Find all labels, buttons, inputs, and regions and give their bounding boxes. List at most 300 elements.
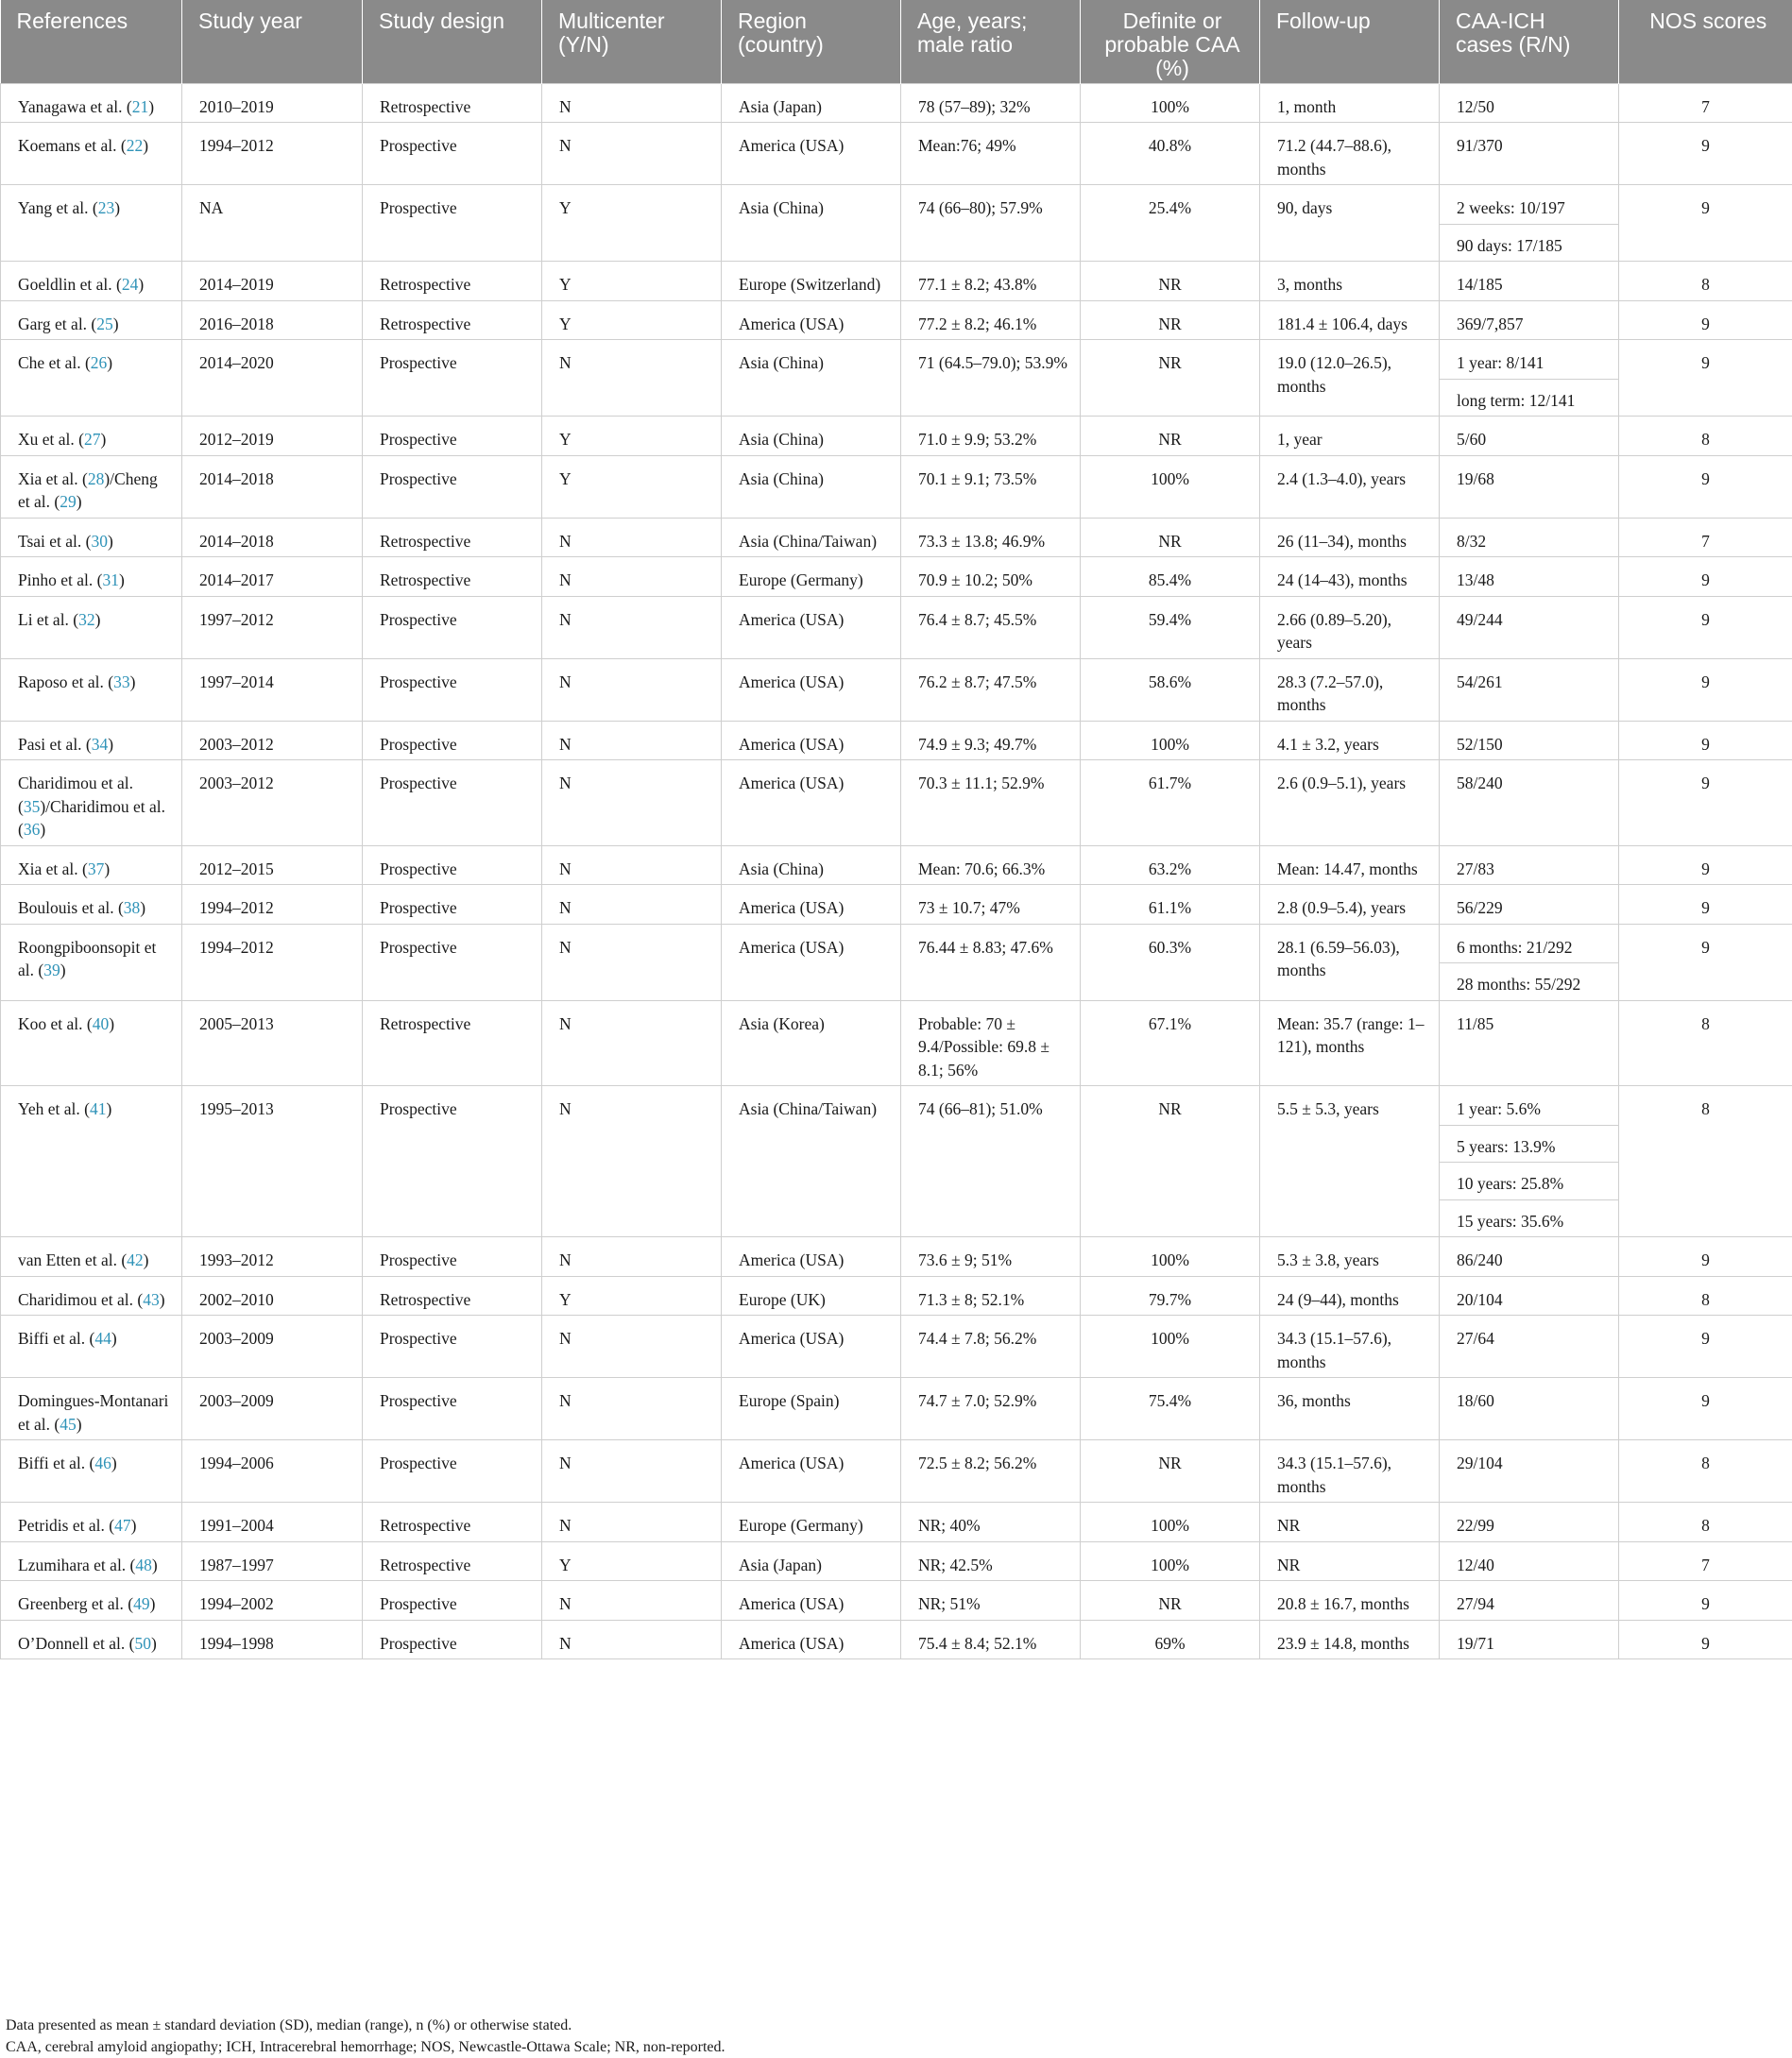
cell-multicenter: Y (542, 417, 722, 456)
table-row (1, 760, 1792, 846)
cell-nos: 7 (1619, 1541, 1792, 1581)
cell-cases: 15 years: 35.6% (1440, 1199, 1619, 1237)
cell-study-year: 1991–2004 (182, 1503, 363, 1542)
cell-caa: 67.1% (1081, 1000, 1260, 1086)
table-body (1, 83, 1792, 1659)
cell-study-year: 1987–1997 (182, 1541, 363, 1581)
cell-reference (1, 1581, 182, 1621)
col-header-age: Age, years; male ratio (901, 0, 1081, 83)
cell-multicenter: Y (542, 455, 722, 518)
cell-caa: 100% (1081, 1541, 1260, 1581)
cell-follow-up: 1, year (1260, 417, 1440, 456)
cell-reference (1, 924, 182, 1000)
cell-study-design: Prospective (363, 1581, 542, 1621)
cell-cases: 5 years: 13.9% (1440, 1125, 1619, 1163)
cell-study-design: Prospective (363, 596, 542, 658)
reference-text: Tsai et al. ( (18, 532, 92, 551)
cell-age: 73.3 ± 13.8; 46.9% (901, 518, 1081, 557)
cell-follow-up: 24 (9–44), months (1260, 1276, 1440, 1316)
cell-study-year: 2016–2018 (182, 300, 363, 340)
cell-multicenter: N (542, 1316, 722, 1378)
cell-study-year: 1994–2012 (182, 123, 363, 185)
cell-caa: 100% (1081, 83, 1260, 123)
reference-text: Xu et al. ( (18, 430, 84, 449)
cell-follow-up: 28.1 (6.59–56.03), months (1260, 924, 1440, 1000)
cell-study-design: Retrospective (363, 83, 542, 123)
cell-cases: 8/32 (1440, 518, 1619, 557)
cell-age: 74.4 ± 7.8; 56.2% (901, 1316, 1081, 1378)
cell-reference (1, 1378, 182, 1440)
table-row (1, 658, 1792, 721)
cell-multicenter: N (542, 1503, 722, 1542)
cell-study-year: 2014–2018 (182, 518, 363, 557)
cell-nos: 9 (1619, 557, 1792, 597)
citation-number: 31 (102, 570, 119, 589)
cell-reference (1, 658, 182, 721)
cell-multicenter: N (542, 885, 722, 925)
cell-cases: 27/83 (1440, 845, 1619, 885)
cell-nos: 8 (1619, 262, 1792, 301)
cell-nos: 8 (1619, 417, 1792, 456)
cell-region: Asia (China) (722, 340, 901, 417)
cell-follow-up: 36, months (1260, 1378, 1440, 1440)
citation-number: 22 (127, 136, 144, 155)
reference-text: ) (113, 315, 119, 333)
reference-text: Xia et al. ( (18, 469, 88, 488)
table-row (1, 1086, 1792, 1126)
reference-text: ) (77, 492, 82, 511)
cell-cases: 20/104 (1440, 1276, 1619, 1316)
citation-number: 28 (88, 469, 105, 488)
cell-cases: 27/64 (1440, 1316, 1619, 1378)
reference-text: ) (107, 353, 112, 372)
citation-number: 32 (78, 610, 95, 629)
cell-study-design: Prospective (363, 658, 542, 721)
cell-study-year: 1994–2012 (182, 924, 363, 1000)
cell-cases: 28 months: 55/292 (1440, 963, 1619, 1001)
cell-study-year: 1997–2012 (182, 596, 363, 658)
cell-region: America (USA) (722, 1440, 901, 1503)
cell-region: America (USA) (722, 924, 901, 1000)
reference-text: O’Donnell et al. ( (18, 1634, 134, 1653)
cell-reference (1, 340, 182, 417)
cell-cases: 369/7,857 (1440, 300, 1619, 340)
cell-caa: 100% (1081, 1237, 1260, 1277)
reference-text: Charidimou et al. ( (18, 774, 133, 816)
cell-follow-up: 4.1 ± 3.2, years (1260, 721, 1440, 760)
cell-region: Asia (China/Taiwan) (722, 518, 901, 557)
cell-cases: 19/71 (1440, 1620, 1619, 1659)
cell-multicenter: N (542, 721, 722, 760)
cell-nos: 9 (1619, 185, 1792, 262)
cell-study-year: 2002–2010 (182, 1276, 363, 1316)
cell-nos: 8 (1619, 1086, 1792, 1237)
cell-study-design: Prospective (363, 1620, 542, 1659)
cell-reference (1, 721, 182, 760)
cell-caa: 69% (1081, 1620, 1260, 1659)
cell-multicenter: N (542, 83, 722, 123)
cell-age: 74.9 ± 9.3; 49.7% (901, 721, 1081, 760)
cell-multicenter: N (542, 596, 722, 658)
cell-study-year: 2003–2012 (182, 721, 363, 760)
cell-follow-up: 2.8 (0.9–5.4), years (1260, 885, 1440, 925)
cell-multicenter: N (542, 340, 722, 417)
cell-study-design: Retrospective (363, 518, 542, 557)
table-row (1, 518, 1792, 557)
cell-nos: 9 (1619, 340, 1792, 417)
table-row (1, 1440, 1792, 1503)
cell-region: Asia (Japan) (722, 1541, 901, 1581)
cell-follow-up: 20.8 ± 16.7, months (1260, 1581, 1440, 1621)
cell-follow-up: 34.3 (15.1–57.6), months (1260, 1440, 1440, 1503)
cell-study-design: Prospective (363, 1378, 542, 1440)
cell-caa: 79.7% (1081, 1276, 1260, 1316)
cell-region: America (USA) (722, 1581, 901, 1621)
citation-number: 48 (135, 1556, 152, 1574)
cell-caa: 58.6% (1081, 658, 1260, 721)
cell-multicenter: N (542, 557, 722, 597)
reference-text: ) (151, 1634, 157, 1653)
cell-age: 70.1 ± 9.1; 73.5% (901, 455, 1081, 518)
col-header-study-design: Study design (363, 0, 542, 83)
citation-number: 34 (92, 735, 109, 754)
cell-region: Asia (Japan) (722, 83, 901, 123)
cell-age: NR; 42.5% (901, 1541, 1081, 1581)
cell-study-year: 2012–2015 (182, 845, 363, 885)
cell-follow-up: 2.4 (1.3–4.0), years (1260, 455, 1440, 518)
cell-follow-up: 5.5 ± 5.3, years (1260, 1086, 1440, 1237)
cell-age: 71.0 ± 9.9; 53.2% (901, 417, 1081, 456)
cell-caa: 63.2% (1081, 845, 1260, 885)
cell-multicenter: N (542, 1237, 722, 1277)
reference-text: ) (60, 961, 66, 979)
cell-reference (1, 518, 182, 557)
cell-nos: 9 (1619, 760, 1792, 846)
cell-cases: 18/60 (1440, 1378, 1619, 1440)
citation-number: 24 (122, 275, 139, 294)
cell-follow-up: 2.6 (0.9–5.1), years (1260, 760, 1440, 846)
cell-reference (1, 557, 182, 597)
cell-caa: 61.7% (1081, 760, 1260, 846)
citation-number: 26 (91, 353, 108, 372)
cell-follow-up: 5.3 ± 3.8, years (1260, 1237, 1440, 1277)
cell-reference (1, 1086, 182, 1237)
cell-study-design: Retrospective (363, 557, 542, 597)
cell-nos: 9 (1619, 123, 1792, 185)
cell-multicenter: Y (542, 1276, 722, 1316)
cell-follow-up: 2.66 (0.89–5.20), years (1260, 596, 1440, 658)
reference-text: ) (77, 1415, 82, 1434)
cell-caa: NR (1081, 1581, 1260, 1621)
cell-region: America (USA) (722, 300, 901, 340)
col-header-region: Region (country) (722, 0, 901, 83)
cell-follow-up: Mean: 14.47, months (1260, 845, 1440, 885)
citation-number: 40 (93, 1014, 110, 1033)
cell-region: America (USA) (722, 721, 901, 760)
cell-age: 76.4 ± 8.7; 45.5% (901, 596, 1081, 658)
cell-cases: long term: 12/141 (1440, 379, 1619, 417)
reference-text: Pinho et al. ( (18, 570, 102, 589)
table-row (1, 1276, 1792, 1316)
cell-study-design: Retrospective (363, 1503, 542, 1542)
reference-text: ) (111, 1454, 117, 1472)
cell-nos: 9 (1619, 1620, 1792, 1659)
cell-cases: 58/240 (1440, 760, 1619, 846)
cell-caa: 25.4% (1081, 185, 1260, 262)
reference-text: Biffi et al. ( (18, 1329, 94, 1348)
col-header-caa: Definite or probable CAA (%) (1081, 0, 1260, 83)
cell-reference (1, 760, 182, 846)
cell-reference (1, 1276, 182, 1316)
reference-text: ) (148, 97, 154, 116)
cell-study-design: Prospective (363, 845, 542, 885)
cell-follow-up: NR (1260, 1503, 1440, 1542)
cell-multicenter: N (542, 1581, 722, 1621)
cell-cases: 54/261 (1440, 658, 1619, 721)
cell-study-design: Prospective (363, 340, 542, 417)
cell-cases: 10 years: 25.8% (1440, 1163, 1619, 1200)
cell-nos: 8 (1619, 1276, 1792, 1316)
cell-cases: 29/104 (1440, 1440, 1619, 1503)
citation-number: 27 (84, 430, 101, 449)
cell-caa: 40.8% (1081, 123, 1260, 185)
reference-text: van Etten et al. ( (18, 1250, 127, 1269)
cell-cases: 56/229 (1440, 885, 1619, 925)
cell-study-design: Retrospective (363, 1541, 542, 1581)
citation-number: 37 (88, 859, 105, 878)
cell-multicenter: N (542, 658, 722, 721)
reference-text: Pasi et al. ( (18, 735, 92, 754)
col-header-nos: NOS scores (1619, 0, 1792, 83)
reference-text: ) (144, 1250, 149, 1269)
cell-nos: 7 (1619, 83, 1792, 123)
table-row (1, 123, 1792, 185)
reference-text: Yanagawa et al. ( (18, 97, 132, 116)
cell-cases: 12/40 (1440, 1541, 1619, 1581)
table-row (1, 1581, 1792, 1621)
cell-caa: 100% (1081, 721, 1260, 760)
reference-text: ) (108, 735, 113, 754)
reference-text: ) (143, 136, 148, 155)
reference-text: Raposo et al. ( (18, 672, 113, 691)
reference-text: Greenberg et al. ( (18, 1594, 133, 1613)
citation-number: 50 (134, 1634, 151, 1653)
cell-age: 71.3 ± 8; 52.1% (901, 1276, 1081, 1316)
reference-text: Boulouis et al. ( (18, 898, 124, 917)
cell-age: 73 ± 10.7; 47% (901, 885, 1081, 925)
reference-text: Koo et al. ( (18, 1014, 93, 1033)
table-row (1, 300, 1792, 340)
cell-study-design: Prospective (363, 1237, 542, 1277)
reference-text: ) (95, 610, 101, 629)
cell-reference (1, 1316, 182, 1378)
table-row (1, 83, 1792, 123)
cell-cases: 5/60 (1440, 417, 1619, 456)
table-row (1, 455, 1792, 518)
cell-study-design: Prospective (363, 123, 542, 185)
table-row (1, 1000, 1792, 1086)
citation-number: 35 (24, 797, 41, 816)
cell-cases: 2 weeks: 10/197 (1440, 185, 1619, 225)
cell-follow-up: 24 (14–43), months (1260, 557, 1440, 597)
cell-follow-up: 90, days (1260, 185, 1440, 262)
cell-study-design: Prospective (363, 885, 542, 925)
cell-follow-up: NR (1260, 1541, 1440, 1581)
cell-follow-up: 181.4 ± 106.4, days (1260, 300, 1440, 340)
cell-study-year: 2010–2019 (182, 83, 363, 123)
table-row (1, 924, 1792, 963)
cell-nos: 8 (1619, 1000, 1792, 1086)
cell-cases: 11/85 (1440, 1000, 1619, 1086)
cell-caa: NR (1081, 1086, 1260, 1237)
cell-study-year: 2014–2017 (182, 557, 363, 597)
cell-region: America (USA) (722, 760, 901, 846)
table-row (1, 340, 1792, 380)
reference-text: Che et al. ( (18, 353, 91, 372)
cell-cases: 49/244 (1440, 596, 1619, 658)
col-header-references: References (1, 0, 182, 83)
cell-study-year: 1994–2006 (182, 1440, 363, 1503)
col-header-cases: CAA-ICH cases (R/N) (1440, 0, 1619, 83)
citation-number: 30 (92, 532, 109, 551)
cell-nos: 9 (1619, 1581, 1792, 1621)
citation-number: 46 (94, 1454, 111, 1472)
cell-reference (1, 1541, 182, 1581)
table-row (1, 1316, 1792, 1378)
cell-study-design: Prospective (363, 760, 542, 846)
citation-number: 47 (114, 1516, 131, 1535)
footnote-abbreviations: CAA, cerebral amyloid angiopathy; ICH, Intracerebral hemorrhage; NOS, Newcastle-Ottawa Scale; NR, non-reported. (6, 2036, 725, 2058)
cell-study-year: 1994–2002 (182, 1581, 363, 1621)
cell-follow-up: Mean: 35.7 (range: 1–121), months (1260, 1000, 1440, 1086)
cell-follow-up: 34.3 (15.1–57.6), months (1260, 1316, 1440, 1378)
cell-follow-up: 71.2 (44.7–88.6), months (1260, 123, 1440, 185)
reference-text: ) (109, 1014, 114, 1033)
cell-caa: NR (1081, 262, 1260, 301)
reference-text: ) (111, 1329, 117, 1348)
reference-text: ) (114, 198, 120, 217)
cell-age: 73.6 ± 9; 51% (901, 1237, 1081, 1277)
cell-nos: 9 (1619, 845, 1792, 885)
cell-region: Asia (China) (722, 417, 901, 456)
cell-region: Europe (Spain) (722, 1378, 901, 1440)
reference-text: ) (107, 1099, 112, 1118)
citation-number: 45 (60, 1415, 77, 1434)
cell-nos: 9 (1619, 885, 1792, 925)
cell-study-year: 2014–2020 (182, 340, 363, 417)
table-row (1, 185, 1792, 225)
cell-reference (1, 123, 182, 185)
cell-cases: 90 days: 17/185 (1440, 224, 1619, 262)
table-row (1, 557, 1792, 597)
cell-study-design: Retrospective (363, 1276, 542, 1316)
cell-study-design: Prospective (363, 924, 542, 1000)
cell-nos: 9 (1619, 1316, 1792, 1378)
cell-study-year: 2014–2018 (182, 455, 363, 518)
reference-text: ) (108, 532, 113, 551)
cell-caa: 100% (1081, 1316, 1260, 1378)
cell-study-design: Prospective (363, 185, 542, 262)
cell-reference (1, 596, 182, 658)
cell-multicenter: N (542, 518, 722, 557)
citation-number: 49 (133, 1594, 150, 1613)
cell-cases: 19/68 (1440, 455, 1619, 518)
cell-nos: 8 (1619, 1503, 1792, 1542)
cell-multicenter: N (542, 1000, 722, 1086)
cell-age: NR; 40% (901, 1503, 1081, 1542)
cell-region: America (USA) (722, 1237, 901, 1277)
cell-nos: 9 (1619, 1237, 1792, 1277)
footnote-data-note: Data presented as mean ± standard deviation (SD), median (range), n (%) or otherwise stated. (6, 2015, 725, 2036)
cell-region: Asia (China) (722, 845, 901, 885)
col-header-follow-up: Follow-up (1260, 0, 1440, 83)
cell-nos: 8 (1619, 1440, 1792, 1503)
cell-cases: 86/240 (1440, 1237, 1619, 1277)
cell-caa: 100% (1081, 455, 1260, 518)
cell-region: America (USA) (722, 885, 901, 925)
cell-reference (1, 885, 182, 925)
citation-number: 36 (24, 820, 41, 839)
cell-reference (1, 83, 182, 123)
cell-region: Asia (China) (722, 455, 901, 518)
cell-age: 77.2 ± 8.2; 46.1% (901, 300, 1081, 340)
citation-number: 29 (60, 492, 77, 511)
cell-region: Europe (Germany) (722, 557, 901, 597)
cell-cases: 22/99 (1440, 1503, 1619, 1542)
cell-study-year: 2014–2019 (182, 262, 363, 301)
reference-text: Koemans et al. ( (18, 136, 127, 155)
cell-study-year: 1994–1998 (182, 1620, 363, 1659)
cell-region: America (USA) (722, 123, 901, 185)
cell-age: 75.4 ± 8.4; 52.1% (901, 1620, 1081, 1659)
reference-text: ) (152, 1556, 158, 1574)
cell-region: America (USA) (722, 658, 901, 721)
reference-text: Biffi et al. ( (18, 1454, 94, 1472)
cell-reference (1, 1237, 182, 1277)
reference-text: ) (100, 430, 106, 449)
cell-cases: 12/50 (1440, 83, 1619, 123)
reference-text: Yeh et al. ( (18, 1099, 90, 1118)
cell-caa: NR (1081, 417, 1260, 456)
cell-age: 70.3 ± 11.1; 52.9% (901, 760, 1081, 846)
cell-caa: 85.4% (1081, 557, 1260, 597)
citation-number: 38 (124, 898, 141, 917)
cell-study-year: 2003–2012 (182, 760, 363, 846)
table-row (1, 885, 1792, 925)
cell-reference (1, 455, 182, 518)
cell-follow-up: 3, months (1260, 262, 1440, 301)
cell-region: America (USA) (722, 1620, 901, 1659)
header-row (1, 0, 1792, 83)
citation-number: 23 (98, 198, 115, 217)
cell-cases: 14/185 (1440, 262, 1619, 301)
cell-cases: 1 year: 5.6% (1440, 1086, 1619, 1126)
cell-multicenter: Y (542, 300, 722, 340)
reference-text: Yang et al. ( (18, 198, 98, 217)
reference-text: ) (160, 1290, 165, 1309)
reference-text: ) (119, 570, 125, 589)
cell-age: 78 (57–89); 32% (901, 83, 1081, 123)
cell-reference (1, 262, 182, 301)
cell-study-year: 2003–2009 (182, 1316, 363, 1378)
table-row (1, 1541, 1792, 1581)
reference-text: ) (40, 820, 45, 839)
cell-caa: 59.4% (1081, 596, 1260, 658)
cell-cases: 27/94 (1440, 1581, 1619, 1621)
cell-nos: 9 (1619, 455, 1792, 518)
cell-multicenter: Y (542, 262, 722, 301)
cell-nos: 7 (1619, 518, 1792, 557)
